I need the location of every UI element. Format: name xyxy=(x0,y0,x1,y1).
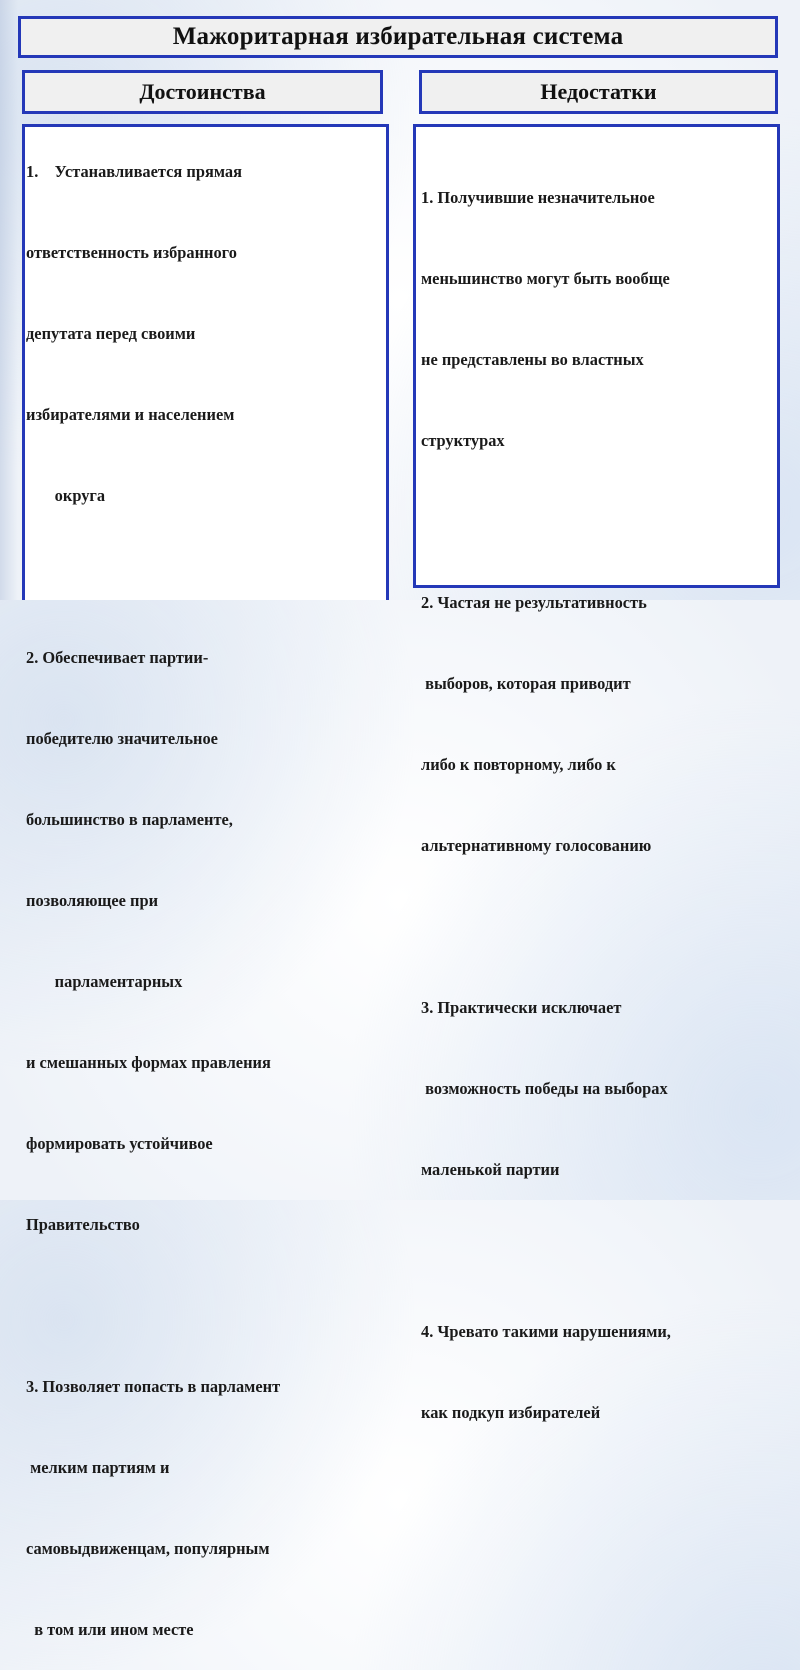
advantages-line: ответственность избранного xyxy=(26,243,237,262)
advantages-line: избирателями и населением xyxy=(26,405,235,424)
advantages-line: округа xyxy=(26,486,106,505)
advantages-line: победителю значительное xyxy=(26,729,218,748)
advantages-line: парламентарных xyxy=(26,972,183,991)
advantages-line: в том или ином месте xyxy=(26,1620,194,1639)
disadvantages-line: маленькой партии xyxy=(421,1160,560,1179)
background-decoration xyxy=(0,0,18,600)
disadvantages-line xyxy=(421,1237,776,1264)
advantages-line: позволяющее при xyxy=(26,891,159,910)
page-title: Мажоритарная избирательная система xyxy=(18,16,778,58)
disadvantages-line: либо к повторному, либо к xyxy=(421,755,616,774)
disadvantages-line: выборов, которая приводит xyxy=(421,674,631,693)
advantages-line xyxy=(26,1292,376,1319)
disadvantages-list xyxy=(421,130,776,1453)
disadvantages-line xyxy=(421,508,776,535)
advantages-line: самовыдвиженцам, популярным xyxy=(26,1539,270,1558)
disadvantages-line xyxy=(421,913,776,940)
advantages-line: мелким партиям и xyxy=(26,1458,170,1477)
disadvantages-line: как подкуп избирателей xyxy=(421,1403,601,1422)
disadvantages-line: 3. Практически исключает xyxy=(421,998,622,1017)
disadvantages-line: 2. Частая не результативность xyxy=(421,593,647,612)
disadvantages-line: меньшинство могут быть вообще xyxy=(421,269,670,288)
disadvantages-line: альтернативному голосованию xyxy=(421,836,652,855)
advantages-list xyxy=(26,104,376,1639)
advantages-line xyxy=(26,563,376,590)
advantages-line: формировать устойчивое xyxy=(26,1134,213,1153)
disadvantages-line: 1. Получившие незначительное xyxy=(421,188,655,207)
disadvantages-line: 4. Чревато такими нарушениями, xyxy=(421,1322,671,1341)
advantages-header: Достоинства xyxy=(22,70,383,114)
disadvantages-line: не представлены во властных xyxy=(421,350,644,369)
advantages-line: Правительство xyxy=(26,1215,140,1234)
disadvantages-header: Недостатки xyxy=(419,70,778,114)
disadvantages-line: структурах xyxy=(421,431,505,450)
disadvantages-line: возможность победы на выборах xyxy=(421,1079,668,1098)
advantages-line: 2. Обеспечивает партии- xyxy=(26,648,209,667)
advantages-line: большинство в парламенте, xyxy=(26,810,233,829)
advantages-line: и смешанных формах правления xyxy=(26,1053,271,1072)
advantages-line: 1. Устанавливается прямая xyxy=(26,162,242,181)
advantages-line: 3. Позволяет попасть в парламент xyxy=(26,1377,281,1396)
advantages-line: депутата перед своими xyxy=(26,324,196,343)
